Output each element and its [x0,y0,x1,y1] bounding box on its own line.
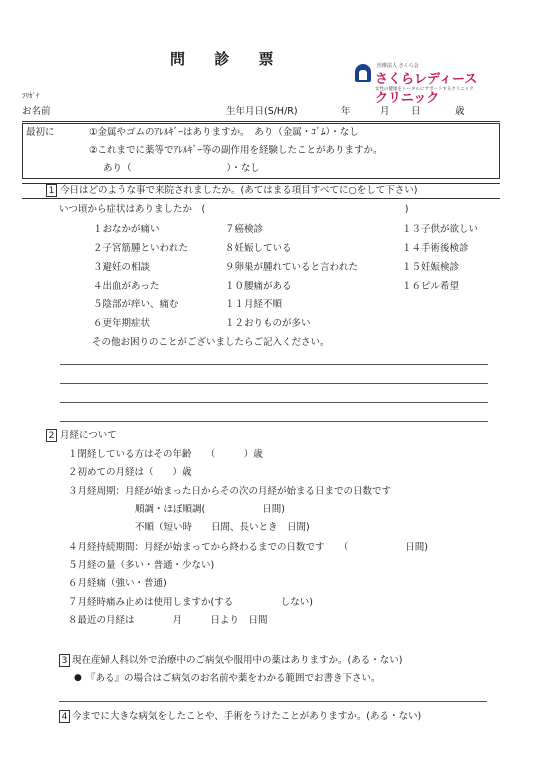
section4-question[interactable]: 今までに大きな病気をしたことや、手術をうけたことがありますか。(ある・ない) [72,711,422,722]
section3-number: 3 [59,654,70,667]
write-in-line[interactable] [59,701,487,702]
allergy-drug-answer[interactable]: あり（ ）・なし [103,163,260,174]
birth-year-label: 年 [341,106,351,117]
reason-item[interactable]: ５陰部が痒い、痛む [93,299,179,310]
reason-item[interactable]: ８妊娠している [225,243,292,254]
section2-title: 月経について [60,430,117,441]
name-field-line[interactable] [22,121,500,122]
birthdate-label: 生年月日(S/H/R) [226,106,298,117]
birth-month-label: 月 [380,106,390,117]
section4-number: 4 [59,710,70,723]
menstruation-item[interactable]: 順調・ほぼ順調( 日間) [135,504,285,515]
menstruation-item[interactable]: ２初めての月経は（ ）歳 [68,467,192,478]
section2-number: 2 [46,429,57,442]
reason-item[interactable]: ９卵巣が腫れていると言われた [225,262,359,273]
menstruation-item[interactable]: ６月経痛（強い・普通) [68,578,167,589]
reason-item[interactable]: １１月経不順 [225,299,283,310]
symptom-onset-field[interactable]: いつ頃から症状はありましたか ( ) [59,204,409,215]
menstruation-item[interactable]: ７月経時痛み止めは使用しますか(する しない) [68,597,313,608]
write-in-line[interactable] [60,364,488,365]
reason-item[interactable]: １０腰痛がある [225,281,292,292]
age-label: 歳 [455,106,465,117]
other-concerns-label: その他お困りのことがございましたらご記入ください。 [92,337,330,348]
allergy-question-metal[interactable]: ①金属やゴムのｱﾚﾙｷﾞｰはありますか。 あり（金属・ｺﾞﾑ）・なし [89,127,359,138]
reason-item[interactable]: １おなかが痛い [93,224,160,235]
reason-item[interactable]: １５妊娠検診 [402,262,460,273]
clinic-logo-subtext: 女性の健康をトータルにサポートするクリニック [375,87,474,92]
birth-day-label: 日 [411,106,421,117]
reason-item[interactable]: １３子供が欲しい [402,224,479,235]
name-label: お名前 [22,106,51,117]
write-in-line[interactable] [60,421,488,422]
section3-question[interactable]: 現在産婦人科以外で治療中のご病気や服用中の薬はありますか。(ある・ない) [72,655,403,666]
clinic-logo [355,62,490,106]
section1-question: 今日はどのような事で来院されましたか。(あてはまる項目すべてに○をして下さい) [60,185,418,196]
menstruation-item[interactable]: ４月経持続期間：月経が始まってから終わるまでの日数です （ 日間) [68,542,428,553]
write-in-line[interactable] [60,402,488,403]
section1-number: 1 [46,184,57,197]
menstruation-item[interactable]: １閉経している方はその年齢 （ ）歳 [68,449,263,460]
reason-item[interactable]: ６更年期症状 [93,318,151,329]
reason-item[interactable]: １４手術後検診 [402,243,469,254]
clinic-logo-icon [355,64,371,82]
reason-item[interactable]: ２子宮筋腫といわれた [93,243,189,254]
form-title: 問 診 票 [170,50,286,68]
reason-item[interactable]: １６ピル希望 [402,281,460,292]
allergy-lead: 最初に [26,127,55,138]
clinic-logo-name: さくらレディースクリニック [375,72,478,106]
reason-item[interactable]: ４出血があった [93,281,160,292]
write-in-line[interactable] [60,383,488,384]
reason-item[interactable]: ３避妊の相談 [93,262,151,273]
allergy-question-drug: ②これまでに薬等でｱﾚﾙｷﾞｰ等の副作用を経験したことがありますか。 [89,145,383,156]
bullet-icon: ● [74,673,82,683]
menstruation-item[interactable]: 不順（短い時 日間、長いとき 日間) [135,522,310,533]
reason-item[interactable]: ７癌検診 [225,224,264,235]
menstruation-item: ３月経周期：月経が始まった日からその次の月経が始まる日までの日数です [68,486,392,497]
section3-note: 『ある』の場合はご病気のお名前や薬をわかる範囲でお書き下さい。 [86,673,381,684]
furigana-label: ﾌﾘｶﾞﾅ [22,92,40,100]
reason-item[interactable]: １２おりものが多い [225,318,311,329]
menstruation-item[interactable]: ５月経の量（多い・普通・少ない) [68,560,215,571]
clinic-logo-small-text: 医療法人 さくら会 [377,63,419,69]
menstruation-item[interactable]: ８最近の月経は 月 日より 日間 [68,615,268,626]
